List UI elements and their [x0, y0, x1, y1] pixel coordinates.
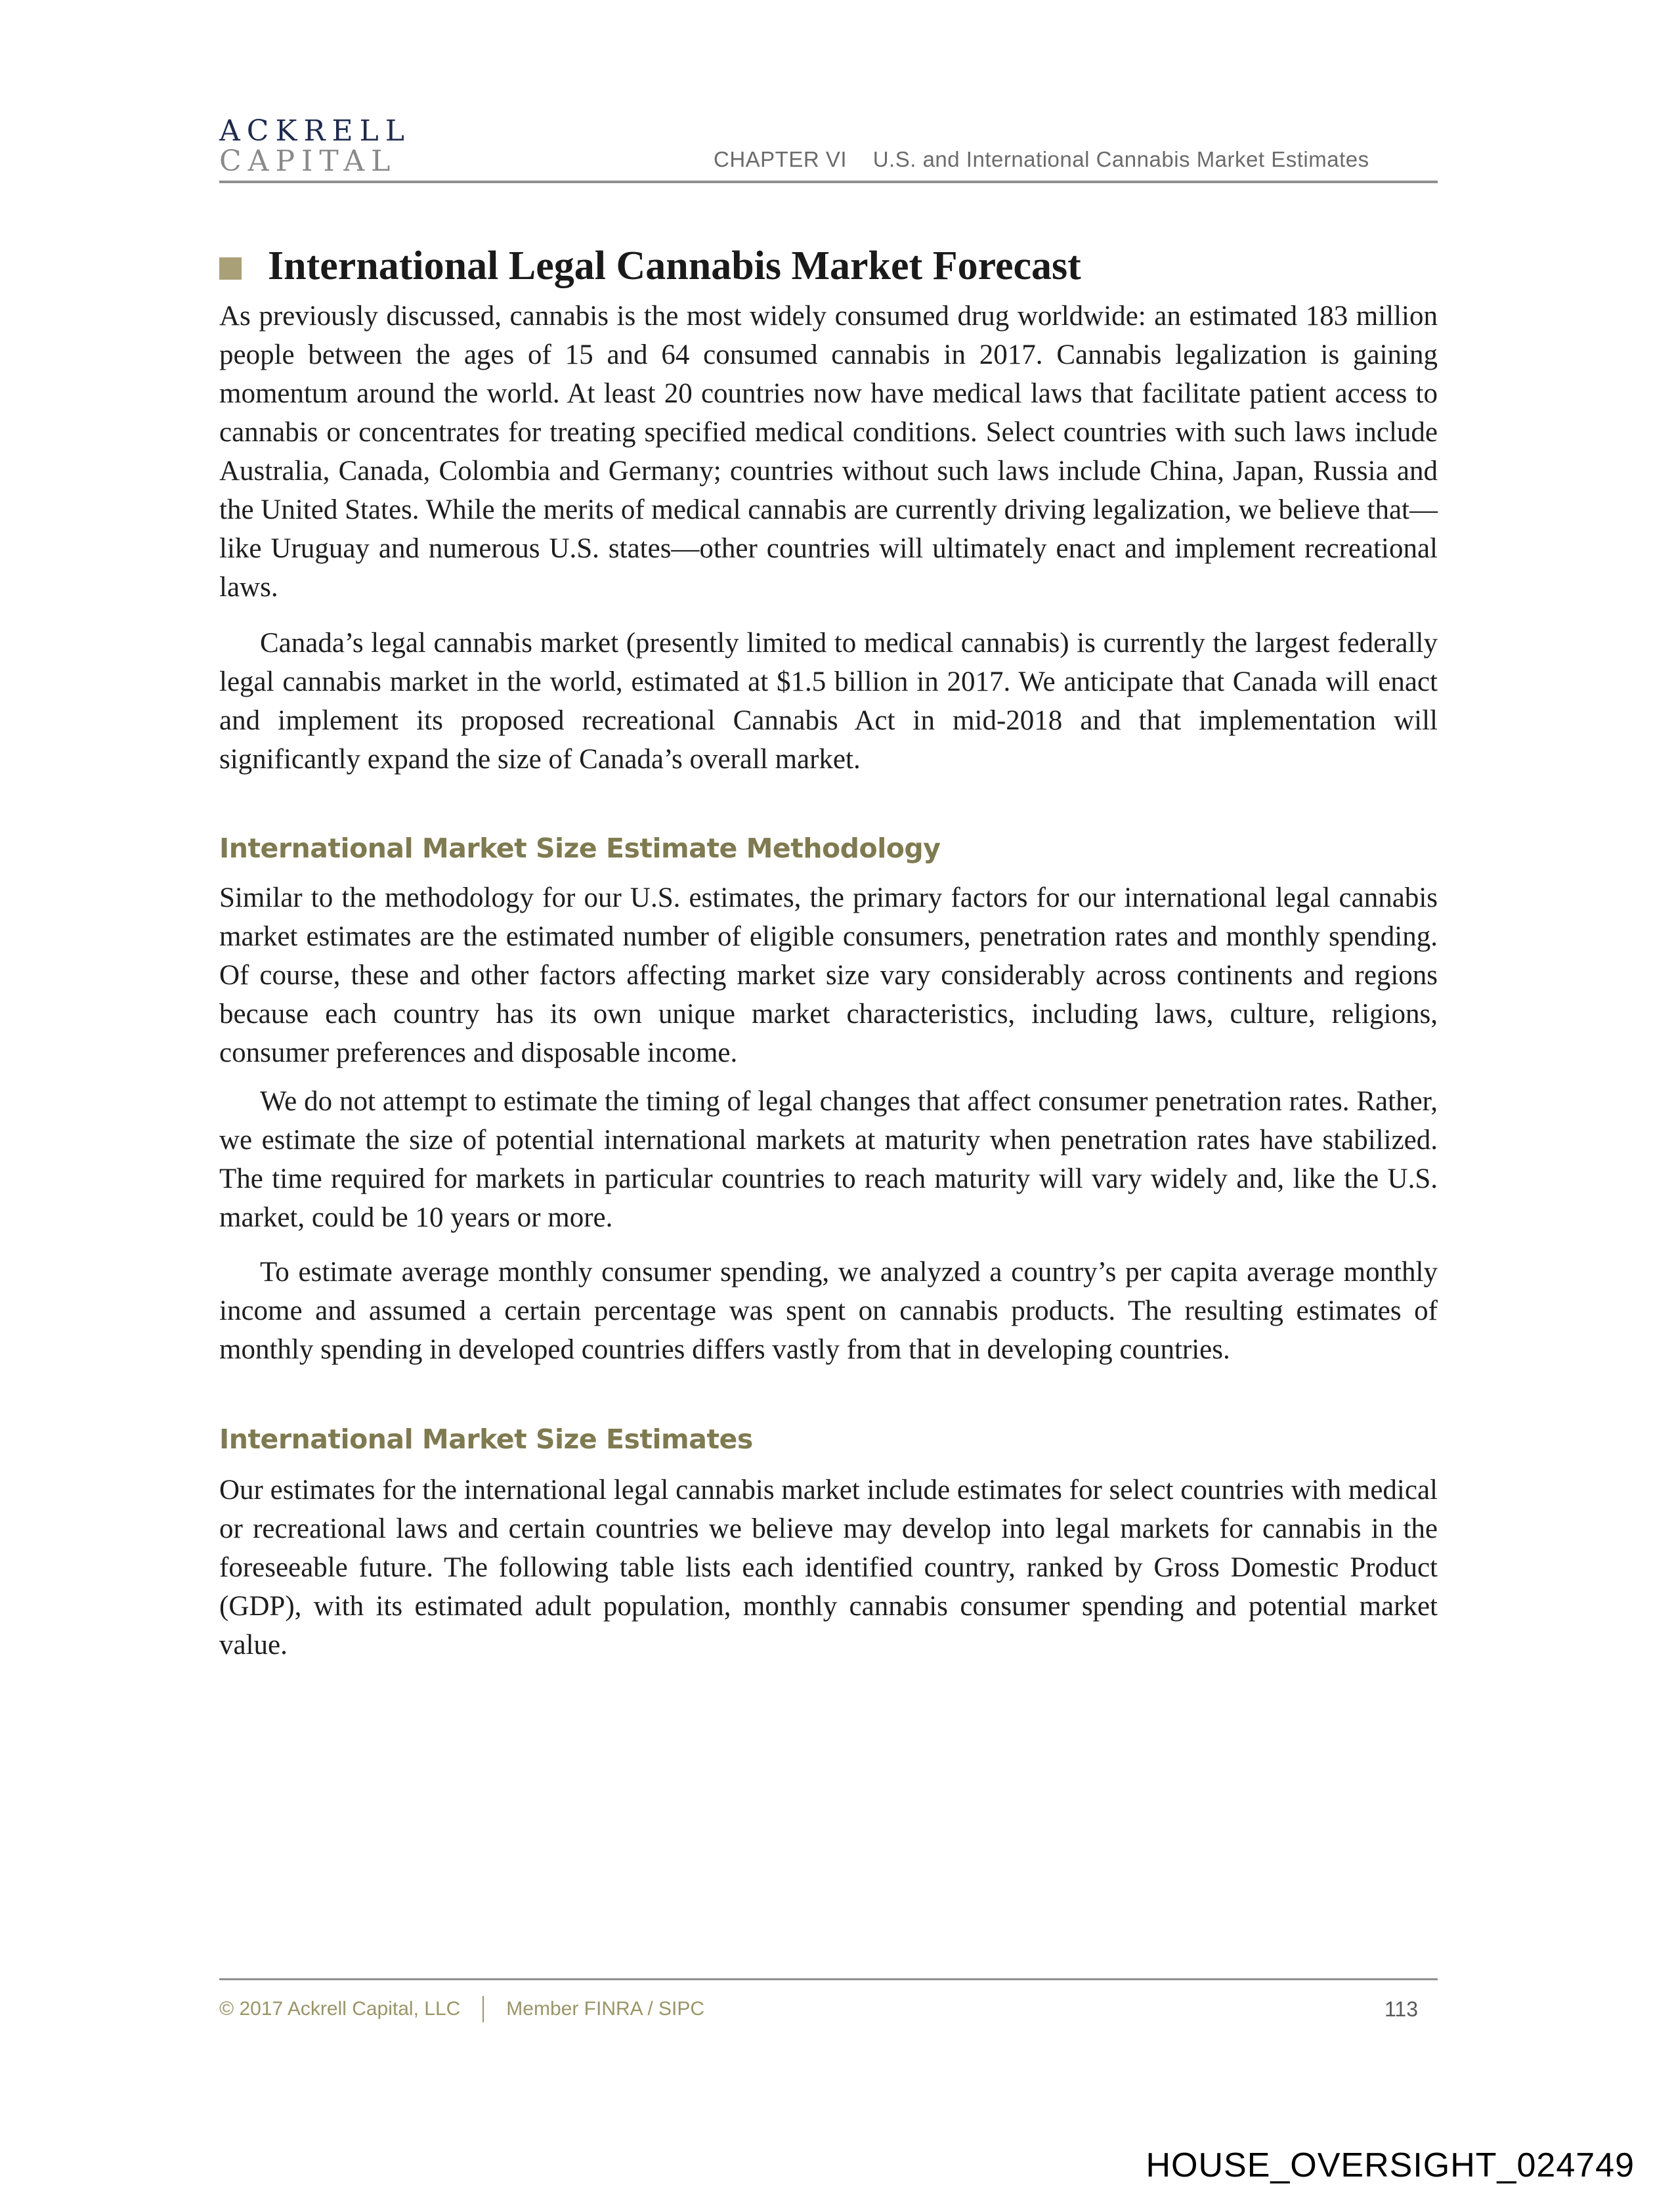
footer-separator	[483, 1996, 484, 2022]
paragraph-estimates: Our estimates for the international legal cannabis market include estimates for select countries with medical or recreational laws and certain countries we believe may develop into legal markets for cannabis in the foreseeable future. The following table lists each identified country, ranked by Gross Domestic Product (GDP), with its estimated adult population, monthly cannabis consumer spending and potential market value.	[219, 1475, 1438, 1660]
header-divider	[219, 181, 1438, 183]
chapter-title: U.S. and International Cannabis Market Estimates	[872, 147, 1369, 171]
footer-copyright: © 2017 Ackrell Capital, LLC	[219, 1998, 461, 2020]
page-number: 113	[1384, 1997, 1418, 2021]
logo-line-capital: CAPITAL	[219, 144, 397, 178]
square-bullet-icon	[219, 257, 242, 280]
section-title-row	[219, 243, 1081, 290]
page-footer	[219, 1996, 1438, 2022]
chapter-label: CHAPTER VI	[714, 147, 848, 171]
page-title: International Legal Cannabis Market Forecast	[268, 244, 1081, 288]
footer-member: Member FINRA / SIPC	[506, 1998, 705, 2020]
paragraph-intro: As previously discussed, cannabis is the most widely consumed drug worldwide: an estimated 183 million people between the ages of 15 and 64 consumed cannabis in 2017. Cannabis legalization is gaining momentum around the world. At least 20 countries now have medical laws that facilitate patient access to cannabis or concentrates for treating specified medical conditions. Select countries with such laws include Australia, Canada, Colombia and Germany; countries without such laws include China, Japan, Russia and the United States. While the merits of medical cannabis are currently driving legalization, we believe that—like Uruguay and numerous U.S. states—other countries will ultimately enact and implement recreational laws.	[219, 301, 1438, 603]
paragraph-methodology-timing: We do not attempt to estimate the timing of legal changes that affect consumer penetration rates. Rather, we estimate the size of potential international markets at maturity when penetration rates have stabilized. The time required for markets in particular countries to reach maturity will vary widely and, like the U.S. market, could be 10 years or more.	[219, 1086, 1438, 1233]
logo-line-ackrell: ACKRELL	[219, 114, 411, 148]
subheading-methodology: International Market Size Estimate Methodology	[219, 833, 941, 864]
subheading-estimates: International Market Size Estimates	[219, 1423, 753, 1455]
paragraph-methodology-factors: Similar to the methodology for our U.S. estimates, the primary factors for our international legal cannabis market estimates are the estimated number of eligible consumers, penetration rates and monthly spending. Of course, these and other factors affecting market size vary considerably across continents and regions because each country has its own unique market characteristics, including laws, culture, religions, consumer preferences and disposable income.	[219, 882, 1438, 1068]
footer-divider	[219, 1978, 1438, 1980]
bates-number: HOUSE_OVERSIGHT_024749	[1146, 2146, 1635, 2184]
ackrell-capital-logo	[219, 114, 411, 178]
paragraph-methodology-spending: To estimate average monthly consumer spending, we analyzed a country’s per capita average monthly income and assumed a certain percentage was spent on cannabis products. The resulting estimates of monthly spending in developed countries differs vastly from that in developing countries.	[219, 1257, 1438, 1365]
paragraph-canada: Canada’s legal cannabis market (presently limited to medical cannabis) is currently the largest federally legal cannabis market in the world, estimated at $1.5 billion in 2017. We anticipate that Canada will enact and implement its proposed recreational Cannabis Act in mid-2018 and that implementation will significantly expand the size of Canada’s overall market.	[219, 628, 1438, 775]
running-header	[714, 147, 1369, 172]
